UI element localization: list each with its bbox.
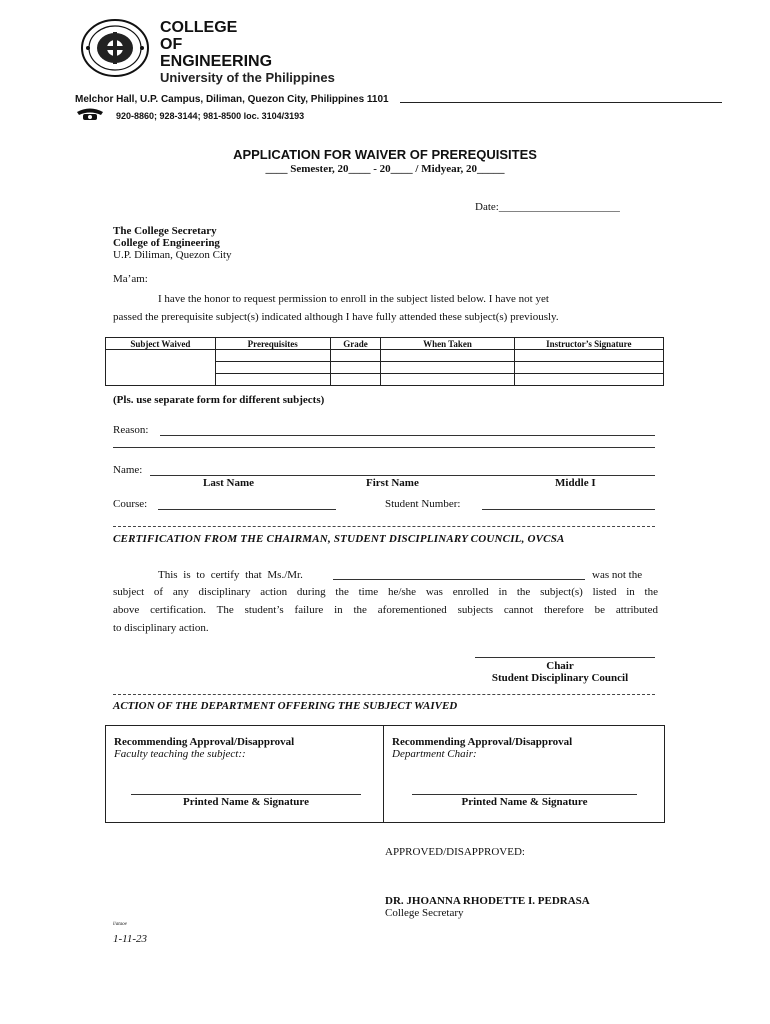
instructor-signature-cell[interactable] bbox=[514, 350, 663, 362]
when-taken-cell[interactable] bbox=[381, 362, 514, 374]
college-name-line2: OF bbox=[160, 36, 183, 53]
section-divider bbox=[113, 694, 655, 695]
college-phone-numbers: 920-8860; 928-3144; 981-8500 loc. 3104/3193 bbox=[116, 111, 305, 121]
certification-line3: above certification. The student’s failure in the aforementioned subjects cannot therefore be attributed bbox=[113, 604, 658, 616]
grade-cell[interactable] bbox=[330, 350, 381, 362]
instructor-signature-cell[interactable] bbox=[514, 374, 663, 386]
course-label: Course: bbox=[113, 498, 148, 510]
prerequisite-cell[interactable] bbox=[215, 350, 330, 362]
table-header-instructor-signature: Instructor’s Signature bbox=[514, 338, 663, 350]
grade-cell[interactable] bbox=[330, 362, 381, 374]
prerequisites-table bbox=[105, 337, 664, 386]
faculty-signature-caption: Printed Name & Signature bbox=[183, 796, 309, 808]
table-row bbox=[106, 350, 664, 362]
reason-field[interactable] bbox=[160, 435, 655, 436]
prerequisite-cell[interactable] bbox=[215, 374, 330, 386]
when-taken-cell[interactable] bbox=[381, 374, 514, 386]
approval-label: APPROVED/DISAPPROVED: bbox=[385, 846, 525, 858]
certification-line1-start: This is to certify that Ms./Mr. bbox=[158, 569, 303, 581]
table-header-prerequisites: Prerequisites bbox=[215, 338, 330, 350]
date-field[interactable]: Date:______________________ bbox=[475, 201, 620, 213]
table-header-grade: Grade bbox=[330, 338, 381, 350]
chair-signature-line[interactable] bbox=[475, 657, 655, 658]
chair-title: Chair bbox=[546, 660, 574, 672]
department-action-heading: ACTION OF THE DEPARTMENT OFFERING THE SUBJECT WAIVED bbox=[113, 700, 458, 712]
approval-box-divider bbox=[383, 726, 384, 822]
chair-approval-subtitle: Department Chair: bbox=[392, 748, 477, 760]
recipient-line1: The College Secretary bbox=[113, 225, 217, 237]
middle-initial-caption: Middle I bbox=[555, 477, 596, 489]
salutation: Ma’am: bbox=[113, 273, 148, 285]
council-title: Student Disciplinary Council bbox=[491, 672, 629, 684]
certification-line2: subject of any disciplinary action during the time he/she was enrolled in the subject(s) listed in the bbox=[113, 586, 658, 598]
faculty-approval-subtitle: Faculty teaching the subject:: bbox=[114, 748, 246, 760]
chair-approval-title: Recommending Approval/Disapproval bbox=[392, 736, 573, 748]
grade-cell[interactable] bbox=[330, 374, 381, 386]
body-line1: I have the honor to request permission to enroll in the subject listed below. I have not yet bbox=[158, 293, 549, 305]
department-approval-box bbox=[105, 725, 665, 823]
certification-line1-end: was not the bbox=[592, 569, 643, 581]
when-taken-cell[interactable] bbox=[381, 350, 514, 362]
college-secretary-title: College Secretary bbox=[385, 907, 464, 919]
table-header-subject-waived: Subject Waived bbox=[106, 338, 216, 350]
first-name-caption: First Name bbox=[366, 477, 419, 489]
reason-label: Reason: bbox=[113, 424, 149, 436]
student-number-label: Student Number: bbox=[385, 498, 461, 510]
student-name-field[interactable] bbox=[333, 579, 585, 580]
faculty-signature-line[interactable] bbox=[131, 794, 361, 795]
header-rule bbox=[400, 102, 722, 103]
telephone-icon bbox=[75, 107, 105, 121]
recipient-line2: College of Engineering bbox=[113, 237, 220, 249]
name-field[interactable] bbox=[150, 475, 655, 476]
college-seal-logo bbox=[80, 18, 150, 78]
name-label: Name: bbox=[113, 464, 143, 476]
subject-waived-cell[interactable] bbox=[106, 350, 216, 386]
college-name-line3: ENGINEERING bbox=[160, 53, 273, 70]
body-line2: passed the prerequisite subject(s) indicated although I have fully attended these subject(s) previously. bbox=[113, 311, 559, 323]
last-name-caption: Last Name bbox=[203, 477, 255, 489]
footer-date-code: 1-11-23 bbox=[113, 933, 148, 945]
college-name-line1: COLLEGE bbox=[160, 19, 238, 36]
prerequisite-cell[interactable] bbox=[215, 362, 330, 374]
footer-initials: l/ataoe bbox=[113, 922, 127, 927]
table-header-when-taken: When Taken bbox=[381, 338, 514, 350]
section-divider bbox=[113, 526, 655, 527]
form-title: APPLICATION FOR WAIVER OF PREREQUISITES bbox=[233, 147, 537, 162]
instructor-signature-cell[interactable] bbox=[514, 362, 663, 374]
recipient-line3: U.P. Diliman, Quezon City bbox=[113, 249, 232, 261]
university-name: University of the Philippines bbox=[160, 70, 335, 85]
dept-chair-signature-caption: Printed Name & Signature bbox=[461, 796, 588, 808]
semester-line: ____ Semester, 20____ - 20____ / Midyear, 20_____ bbox=[265, 163, 505, 175]
college-secretary-name: DR. JHOANNA RHODETTE I. PEDRASA bbox=[385, 895, 590, 907]
course-field[interactable] bbox=[158, 509, 336, 510]
college-address: Melchor Hall, U.P. Campus, Diliman, Quezon City, Philippines 1101 bbox=[75, 94, 389, 105]
reason-field-continuation[interactable] bbox=[113, 447, 655, 448]
student-number-field[interactable] bbox=[482, 509, 655, 510]
dept-chair-signature-line[interactable] bbox=[412, 794, 637, 795]
separate-form-note: (Pls. use separate form for different subjects) bbox=[113, 394, 325, 406]
certification-line4: to disciplinary action. bbox=[113, 622, 209, 634]
faculty-approval-title: Recommending Approval/Disapproval bbox=[114, 736, 295, 748]
table-header-row bbox=[106, 338, 664, 350]
certification-heading: CERTIFICATION FROM THE CHAIRMAN, STUDENT DISCIPLINARY COUNCIL, OVCSA bbox=[113, 533, 565, 545]
